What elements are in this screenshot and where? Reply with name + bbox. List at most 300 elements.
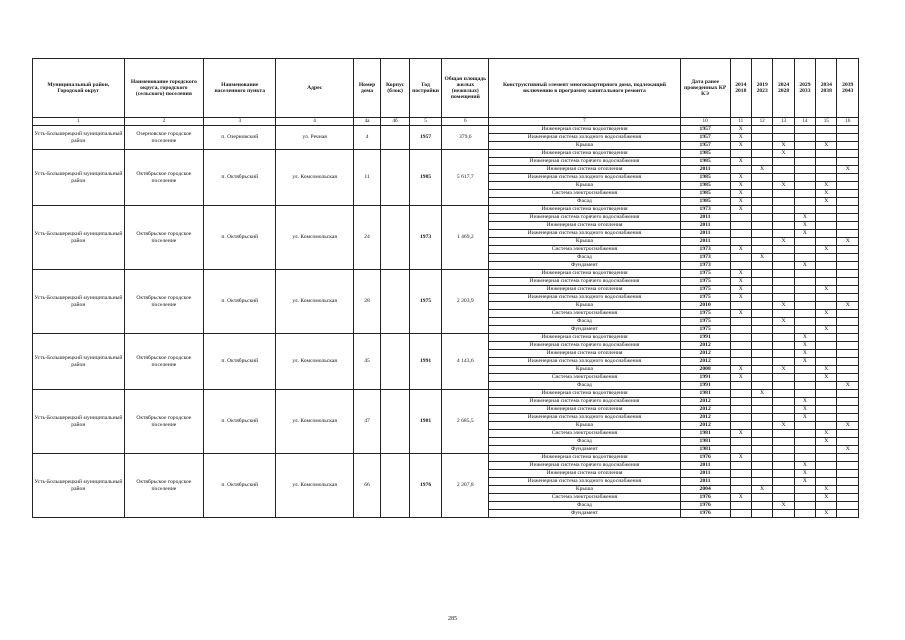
- period-mark-cell: X: [773, 302, 794, 310]
- col-number: 3: [204, 118, 276, 126]
- prev-repair-date-cell: 1991: [680, 374, 730, 382]
- period-mark-cell: [794, 382, 815, 390]
- period-mark-cell: X: [837, 422, 859, 430]
- period-mark-cell: X: [773, 182, 794, 190]
- period-mark-cell: [751, 302, 772, 310]
- period-mark-cell: [751, 510, 772, 518]
- prev-repair-date-cell: 1975: [680, 318, 730, 326]
- period-mark-cell: [730, 150, 751, 158]
- period-mark-cell: [837, 494, 859, 502]
- period-mark-cell: [816, 150, 837, 158]
- period-mark-cell: [751, 126, 772, 134]
- col-number: 12: [751, 118, 772, 126]
- period-mark-cell: [751, 262, 772, 270]
- element-cell: Инженерная система холодного водоснабжения: [489, 414, 680, 422]
- period-mark-cell: [816, 302, 837, 310]
- period-mark-cell: [837, 430, 859, 438]
- period-mark-cell: [751, 414, 772, 422]
- header-row: [33, 59, 859, 118]
- element-cell: Фасад: [489, 198, 680, 206]
- col-number: 15: [816, 118, 837, 126]
- period-mark-cell: [837, 142, 859, 150]
- period-mark-cell: [751, 318, 772, 326]
- period-mark-cell: [794, 494, 815, 502]
- col-header-prev-date: Дата ранее проведенных КР КЭ: [680, 59, 730, 118]
- period-mark-cell: [751, 438, 772, 446]
- period-mark-cell: [751, 350, 772, 358]
- period-mark-cell: X: [730, 134, 751, 142]
- period-mark-cell: [730, 334, 751, 342]
- period-mark-cell: [837, 438, 859, 446]
- house-number-cell: 24: [353, 206, 380, 270]
- element-cell: Фасад: [489, 318, 680, 326]
- period-mark-cell: [730, 478, 751, 486]
- period-mark-cell: [751, 278, 772, 286]
- period-mark-cell: [730, 222, 751, 230]
- year-built-cell: 1991: [409, 334, 442, 390]
- period-mark-cell: [837, 398, 859, 406]
- period-mark-cell: [816, 350, 837, 358]
- period-mark-cell: X: [730, 278, 751, 286]
- period-mark-cell: [816, 270, 837, 278]
- settlement-cell: Озерновское городское поселение: [124, 126, 203, 150]
- period-mark-cell: X: [816, 182, 837, 190]
- period-mark-cell: X: [730, 294, 751, 302]
- col-number: 4а: [353, 118, 380, 126]
- period-mark-cell: [794, 502, 815, 510]
- period-mark-cell: X: [837, 446, 859, 454]
- period-mark-cell: X: [773, 142, 794, 150]
- area-cell: 4 143,6: [442, 334, 489, 390]
- element-cell: Инженерная система водоотведения: [489, 126, 680, 134]
- period-mark-cell: [773, 510, 794, 518]
- period-mark-cell: [816, 462, 837, 470]
- settlement-cell: Октябрьское городское поселение: [124, 390, 203, 454]
- street-cell: ул. Комсомольская: [276, 270, 353, 334]
- element-cell: Инженерная система водоотведения: [489, 270, 680, 278]
- prev-repair-date-cell: 1973: [680, 254, 730, 262]
- period-mark-cell: X: [816, 286, 837, 294]
- period-mark-cell: [794, 430, 815, 438]
- period-mark-cell: [837, 318, 859, 326]
- block-cell: [381, 334, 410, 390]
- period-mark-cell: [730, 486, 751, 494]
- period-mark-cell: X: [794, 398, 815, 406]
- area-cell: 2 203,9: [442, 270, 489, 334]
- district-cell: Усть-Большерецкий муниципальный район: [33, 150, 125, 206]
- element-cell: Инженерная система отопления: [489, 470, 680, 478]
- capital-repair-table: [32, 58, 859, 518]
- period-mark-cell: [773, 470, 794, 478]
- prev-repair-date-cell: 2012: [680, 358, 730, 366]
- period-mark-cell: [751, 174, 772, 182]
- period-mark-cell: [730, 470, 751, 478]
- period-mark-cell: X: [730, 454, 751, 462]
- block-cell: [381, 390, 410, 454]
- period-mark-cell: [751, 238, 772, 246]
- col-header-block: Корпус (блок): [381, 59, 410, 118]
- locality-cell: п. Октябрьский: [204, 206, 276, 270]
- area-cell: 2 685,5: [442, 390, 489, 454]
- period-mark-cell: [773, 270, 794, 278]
- period-mark-cell: [794, 270, 815, 278]
- area-cell: 379,6: [442, 126, 489, 150]
- period-mark-cell: [816, 382, 837, 390]
- period-mark-cell: [794, 182, 815, 190]
- element-cell: Инженерная система холодного водоснабжения: [489, 134, 680, 142]
- period-mark-cell: [794, 238, 815, 246]
- period-mark-cell: [773, 342, 794, 350]
- period-mark-cell: [794, 310, 815, 318]
- period-mark-cell: [773, 254, 794, 262]
- period-mark-cell: [730, 446, 751, 454]
- block-cell: [381, 454, 410, 518]
- period-mark-cell: [730, 414, 751, 422]
- col-number: 2: [124, 118, 203, 126]
- period-mark-cell: [837, 278, 859, 286]
- element-cell: Инженерная система водоотведения: [489, 150, 680, 158]
- period-mark-cell: X: [794, 342, 815, 350]
- prev-repair-date-cell: 1957: [680, 134, 730, 142]
- period-mark-cell: X: [773, 150, 794, 158]
- period-mark-cell: [730, 390, 751, 398]
- col-number: 4: [276, 118, 353, 126]
- period-mark-cell: [751, 342, 772, 350]
- period-mark-cell: X: [816, 366, 837, 374]
- period-mark-cell: [794, 198, 815, 206]
- period-mark-cell: [816, 166, 837, 174]
- period-mark-cell: [730, 358, 751, 366]
- period-mark-cell: [751, 326, 772, 334]
- period-mark-cell: [837, 262, 859, 270]
- house-number-cell: 66: [353, 454, 380, 518]
- street-cell: ул. Комсомольская: [276, 206, 353, 270]
- period-mark-cell: [837, 374, 859, 382]
- col-number: 7: [489, 118, 680, 126]
- period-mark-cell: [816, 398, 837, 406]
- period-mark-cell: [773, 190, 794, 198]
- period-mark-cell: [816, 238, 837, 246]
- period-mark-cell: [751, 478, 772, 486]
- period-mark-cell: [730, 254, 751, 262]
- period-mark-cell: [816, 206, 837, 214]
- period-mark-cell: [751, 230, 772, 238]
- period-mark-cell: X: [794, 470, 815, 478]
- period-mark-cell: X: [794, 222, 815, 230]
- col-number: 16: [837, 118, 859, 126]
- period-mark-cell: [730, 342, 751, 350]
- prev-repair-date-cell: 1973: [680, 246, 730, 254]
- period-mark-cell: [794, 318, 815, 326]
- col-number: 14: [794, 118, 815, 126]
- year-built-cell: 1976: [409, 454, 442, 518]
- period-mark-cell: [773, 430, 794, 438]
- period-mark-cell: [773, 334, 794, 342]
- element-cell: Крыша: [489, 142, 680, 150]
- block-cell: [381, 270, 410, 334]
- period-mark-cell: [837, 454, 859, 462]
- period-mark-cell: [773, 198, 794, 206]
- element-cell: Фундамент: [489, 446, 680, 454]
- element-cell: Фундамент: [489, 262, 680, 270]
- period-mark-cell: X: [730, 366, 751, 374]
- year-built-cell: 1957: [409, 126, 442, 150]
- table-row: [33, 150, 859, 158]
- element-cell: Инженерная система отопления: [489, 406, 680, 414]
- prev-repair-date-cell: 2011: [680, 470, 730, 478]
- period-mark-cell: [816, 470, 837, 478]
- period-mark-cell: [837, 342, 859, 350]
- period-mark-cell: X: [751, 166, 772, 174]
- col-header-period-3: 2024 2028: [773, 59, 794, 118]
- period-mark-cell: [751, 398, 772, 406]
- element-cell: Инженерная система горячего водоснабжения: [489, 342, 680, 350]
- table-header: [33, 59, 859, 126]
- period-mark-cell: X: [816, 374, 837, 382]
- element-cell: Фасад: [489, 254, 680, 262]
- period-mark-cell: [773, 358, 794, 366]
- table-row: [33, 270, 859, 278]
- period-mark-cell: X: [816, 486, 837, 494]
- period-mark-cell: [837, 334, 859, 342]
- period-mark-cell: [730, 438, 751, 446]
- year-built-cell: 1985: [409, 150, 442, 206]
- street-cell: ул. Комсомольская: [276, 390, 353, 454]
- period-mark-cell: [816, 278, 837, 286]
- locality-cell: п. Октябрьский: [204, 390, 276, 454]
- period-mark-cell: X: [794, 358, 815, 366]
- period-mark-cell: [816, 318, 837, 326]
- prev-repair-date-cell: 2012: [680, 414, 730, 422]
- period-mark-cell: X: [730, 198, 751, 206]
- prev-repair-date-cell: 1975: [680, 270, 730, 278]
- period-mark-cell: [794, 390, 815, 398]
- element-cell: Инженерная система отопления: [489, 166, 680, 174]
- period-mark-cell: X: [816, 326, 837, 334]
- element-cell: Инженерная система отопления: [489, 286, 680, 294]
- element-cell: Фасад: [489, 382, 680, 390]
- period-mark-cell: [773, 374, 794, 382]
- period-mark-cell: X: [730, 430, 751, 438]
- year-built-cell: 1973: [409, 206, 442, 270]
- period-mark-cell: X: [837, 382, 859, 390]
- district-cell: Усть-Большерецкий муниципальный район: [33, 270, 125, 334]
- period-mark-cell: X: [794, 350, 815, 358]
- period-mark-cell: [837, 510, 859, 518]
- period-mark-cell: X: [794, 478, 815, 486]
- period-mark-cell: X: [816, 494, 837, 502]
- settlement-cell: Октябрьское городское поселение: [124, 270, 203, 334]
- period-mark-cell: [773, 222, 794, 230]
- element-cell: Инженерная система холодного водоснабжения: [489, 174, 680, 182]
- period-mark-cell: [773, 206, 794, 214]
- period-mark-cell: [773, 398, 794, 406]
- period-mark-cell: [773, 446, 794, 454]
- period-mark-cell: [794, 190, 815, 198]
- district-cell: Усть-Большерецкий муниципальный район: [33, 126, 125, 150]
- period-mark-cell: [837, 414, 859, 422]
- period-mark-cell: [751, 358, 772, 366]
- prev-repair-date-cell: 1991: [680, 382, 730, 390]
- element-cell: Инженерная система горячего водоснабжения: [489, 398, 680, 406]
- period-mark-cell: X: [794, 214, 815, 222]
- settlement-cell: Октябрьское городское поселение: [124, 334, 203, 390]
- period-mark-cell: [837, 150, 859, 158]
- col-number: 10: [680, 118, 730, 126]
- period-mark-cell: X: [773, 366, 794, 374]
- period-mark-cell: [773, 462, 794, 470]
- period-mark-cell: [816, 406, 837, 414]
- period-mark-cell: [751, 334, 772, 342]
- period-mark-cell: [837, 230, 859, 238]
- period-mark-cell: [773, 262, 794, 270]
- period-mark-cell: [816, 390, 837, 398]
- period-mark-cell: [751, 406, 772, 414]
- period-mark-cell: [816, 502, 837, 510]
- area-cell: 5 617,7: [442, 150, 489, 206]
- period-mark-cell: [816, 262, 837, 270]
- table-row: [33, 390, 859, 398]
- col-header-district: Муниципальный район, Городской округ: [33, 59, 125, 118]
- period-mark-cell: X: [773, 238, 794, 246]
- prev-repair-date-cell: 1976: [680, 510, 730, 518]
- period-mark-cell: [816, 174, 837, 182]
- period-mark-cell: [816, 446, 837, 454]
- district-cell: Усть-Большерецкий муниципальный район: [33, 206, 125, 270]
- year-built-cell: 1981: [409, 390, 442, 454]
- period-mark-cell: [816, 342, 837, 350]
- period-mark-cell: [794, 278, 815, 286]
- period-mark-cell: [837, 366, 859, 374]
- prev-repair-date-cell: 2011: [680, 166, 730, 174]
- period-mark-cell: [773, 454, 794, 462]
- prev-repair-date-cell: 2011: [680, 214, 730, 222]
- prev-repair-date-cell: 1985: [680, 174, 730, 182]
- period-mark-cell: X: [730, 246, 751, 254]
- period-mark-cell: X: [730, 310, 751, 318]
- period-mark-cell: [773, 294, 794, 302]
- prev-repair-date-cell: 1973: [680, 206, 730, 214]
- element-cell: Крыша: [489, 366, 680, 374]
- prev-repair-date-cell: 1981: [680, 430, 730, 438]
- period-mark-cell: [730, 398, 751, 406]
- period-mark-cell: [730, 422, 751, 430]
- table-body: [33, 126, 859, 518]
- prev-repair-date-cell: 2011: [680, 478, 730, 486]
- period-mark-cell: [730, 166, 751, 174]
- period-mark-cell: [794, 366, 815, 374]
- element-cell: Инженерная система холодного водоснабжения: [489, 478, 680, 486]
- col-header-element: Конструктивный элемент многоквартирного дома, подлежащий включению в программу капитального ремонта: [489, 59, 680, 118]
- prev-repair-date-cell: 2010: [680, 302, 730, 310]
- period-mark-cell: X: [751, 254, 772, 262]
- period-mark-cell: [773, 406, 794, 414]
- period-mark-cell: [773, 230, 794, 238]
- period-mark-cell: [773, 246, 794, 254]
- prev-repair-date-cell: 2011: [680, 230, 730, 238]
- element-cell: Инженерная система горячего водоснабжения: [489, 158, 680, 166]
- block-cell: [381, 206, 410, 270]
- period-mark-cell: [751, 294, 772, 302]
- period-mark-cell: X: [816, 190, 837, 198]
- element-cell: Инженерная система горячего водоснабжения: [489, 214, 680, 222]
- period-mark-cell: [751, 142, 772, 150]
- element-cell: Крыша: [489, 302, 680, 310]
- col-header-period-2: 2019 2023: [751, 59, 772, 118]
- settlement-cell: Октябрьское городское поселение: [124, 206, 203, 270]
- period-mark-cell: [837, 486, 859, 494]
- table-row: [33, 334, 859, 342]
- period-mark-cell: [751, 182, 772, 190]
- settlement-cell: Октябрьское городское поселение: [124, 150, 203, 206]
- period-mark-cell: [794, 374, 815, 382]
- prev-repair-date-cell: 2012: [680, 398, 730, 406]
- period-mark-cell: [751, 502, 772, 510]
- element-cell: Инженерная система холодного водоснабжения: [489, 294, 680, 302]
- period-mark-cell: [837, 350, 859, 358]
- period-mark-cell: X: [816, 198, 837, 206]
- prev-repair-date-cell: 1975: [680, 294, 730, 302]
- element-cell: Инженерная система холодного водоснабжения: [489, 230, 680, 238]
- page-number: 285: [448, 616, 457, 622]
- col-header-settlement: Наименование городского округа, городского (сельского) поселения: [124, 59, 203, 118]
- period-mark-cell: [730, 406, 751, 414]
- period-mark-cell: [730, 214, 751, 222]
- period-mark-cell: X: [794, 262, 815, 270]
- area-cell: 2 207,8: [442, 454, 489, 518]
- element-cell: Инженерная система водоотведения: [489, 390, 680, 398]
- period-mark-cell: X: [794, 414, 815, 422]
- period-mark-cell: [837, 134, 859, 142]
- period-mark-cell: [816, 414, 837, 422]
- period-mark-cell: [730, 318, 751, 326]
- period-mark-cell: X: [837, 166, 859, 174]
- period-mark-cell: [773, 326, 794, 334]
- period-mark-cell: X: [816, 310, 837, 318]
- col-header-address: Адрес: [276, 59, 353, 118]
- prev-repair-date-cell: 1973: [680, 262, 730, 270]
- period-mark-cell: [773, 486, 794, 494]
- period-mark-cell: [751, 286, 772, 294]
- period-mark-cell: X: [773, 318, 794, 326]
- period-mark-cell: [730, 350, 751, 358]
- period-mark-cell: [816, 254, 837, 262]
- period-mark-cell: X: [730, 174, 751, 182]
- house-number-cell: 47: [353, 390, 380, 454]
- period-mark-cell: X: [730, 126, 751, 134]
- period-mark-cell: [794, 126, 815, 134]
- period-mark-cell: [837, 470, 859, 478]
- period-mark-cell: [837, 270, 859, 278]
- period-mark-cell: [751, 198, 772, 206]
- period-mark-cell: [837, 390, 859, 398]
- period-mark-cell: [837, 254, 859, 262]
- period-mark-cell: X: [837, 302, 859, 310]
- element-cell: Система электроснабжения: [489, 310, 680, 318]
- col-header-period-5: 2034 2038: [816, 59, 837, 118]
- period-mark-cell: [751, 246, 772, 254]
- prev-repair-date-cell: 1975: [680, 278, 730, 286]
- element-cell: Система электроснабжения: [489, 374, 680, 382]
- prev-repair-date-cell: 1985: [680, 190, 730, 198]
- block-cell: [381, 126, 410, 150]
- period-mark-cell: [837, 206, 859, 214]
- col-header-period-6: 2039 2043: [837, 59, 859, 118]
- period-mark-cell: [816, 358, 837, 366]
- period-mark-cell: [816, 334, 837, 342]
- prev-repair-date-cell: 1985: [680, 158, 730, 166]
- period-mark-cell: [794, 486, 815, 494]
